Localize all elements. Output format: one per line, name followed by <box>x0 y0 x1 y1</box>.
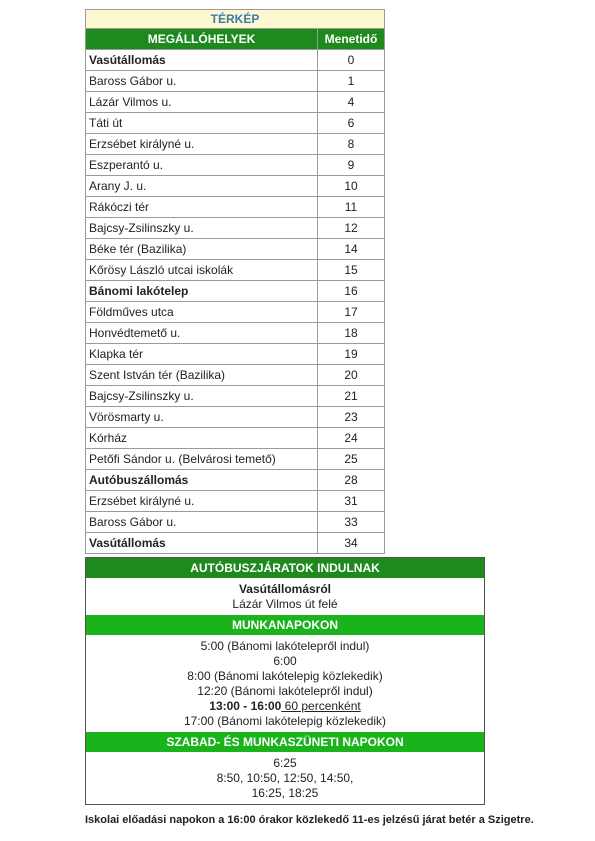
stop-name: Rákóczi tér <box>86 197 318 218</box>
stop-name: Erzsébet királyné u. <box>86 491 318 512</box>
travel-time: 4 <box>318 92 385 113</box>
table-row <box>86 239 385 260</box>
stop-name: Bánomi lakótelep <box>86 281 318 302</box>
departures-title: AUTÓBUSZJÁRATOK INDULNAK <box>86 558 484 579</box>
table-row <box>86 407 385 428</box>
stop-name: Klapka tér <box>86 344 318 365</box>
travel-time: 33 <box>318 512 385 533</box>
stop-name: Vasútállomás <box>86 50 318 71</box>
table-row <box>86 491 385 512</box>
table-row <box>86 155 385 176</box>
table-row <box>86 71 385 92</box>
weekday-times <box>86 636 484 732</box>
travel-time: 8 <box>318 134 385 155</box>
stop-name: Erzsébet királyné u. <box>86 134 318 155</box>
departures-box <box>85 557 485 805</box>
travel-time: 1 <box>318 71 385 92</box>
stop-name: Bajcsy-Zsilinszky u. <box>86 218 318 239</box>
stop-name: Eszperantó u. <box>86 155 318 176</box>
weekday-time: 17:00 (Bánomi lakótelepig közlekedik) <box>183 714 387 728</box>
travel-time: 16 <box>318 281 385 302</box>
stop-name: Baross Gábor u. <box>86 71 318 92</box>
travel-time: 6 <box>318 113 385 134</box>
stop-name: Bajcsy-Zsilinszky u. <box>86 386 318 407</box>
travel-time: 9 <box>318 155 385 176</box>
table-row <box>86 134 385 155</box>
table-row <box>86 218 385 239</box>
stops-table <box>85 9 385 554</box>
table-row <box>86 323 385 344</box>
map-link[interactable]: TÉRKÉP <box>86 10 385 29</box>
stop-name: Kórház <box>86 428 318 449</box>
header-traveltime: Menetidő <box>318 29 385 50</box>
stop-name: Petőfi Sándor u. (Belvárosi temető) <box>86 449 318 470</box>
travel-time: 31 <box>318 491 385 512</box>
travel-time: 19 <box>318 344 385 365</box>
travel-time: 18 <box>318 323 385 344</box>
weekday-interval <box>86 699 484 714</box>
table-row <box>86 428 385 449</box>
table-row <box>86 260 385 281</box>
school-day-note: Iskolai előadási napokon a 16:00 órakor közlekedő 11-es jelzésű járat betér a Szigetre. <box>85 814 534 826</box>
origin-station: Vasútállomásról <box>238 582 332 596</box>
table-row <box>86 386 385 407</box>
weekend-time: 6:25 <box>273 756 297 770</box>
weekday-time: 12:20 (Bánomi lakótelepről indul) <box>197 684 373 698</box>
stop-name: Szent István tér (Bazilika) <box>86 365 318 386</box>
travel-time: 10 <box>318 176 385 197</box>
weekend-times <box>86 753 484 804</box>
interval-frequency[interactable]: 60 percenként <box>281 699 361 713</box>
travel-time: 14 <box>318 239 385 260</box>
table-row <box>86 512 385 533</box>
origin-direction: Lázár Vilmos út felé <box>232 597 338 611</box>
stop-name: Kőrösy László utcai iskolák <box>86 260 318 281</box>
table-row <box>86 50 385 71</box>
stop-name: Táti út <box>86 113 318 134</box>
table-row <box>86 92 385 113</box>
stop-name: Lázár Vilmos u. <box>86 92 318 113</box>
table-row <box>86 113 385 134</box>
travel-time: 17 <box>318 302 385 323</box>
departure-origin <box>86 579 484 615</box>
travel-time: 11 <box>318 197 385 218</box>
table-row <box>86 281 385 302</box>
travel-time: 34 <box>318 533 385 554</box>
travel-time: 21 <box>318 386 385 407</box>
table-row <box>86 344 385 365</box>
table-row <box>86 365 385 386</box>
stop-name: Vasútállomás <box>86 533 318 554</box>
stop-name: Honvédtemető u. <box>86 323 318 344</box>
travel-time: 20 <box>318 365 385 386</box>
stop-name: Baross Gábor u. <box>86 512 318 533</box>
travel-time: 23 <box>318 407 385 428</box>
table-row <box>86 176 385 197</box>
table-header <box>86 29 385 50</box>
weekday-time: 5:00 (Bánomi lakótelepről indul) <box>200 639 370 653</box>
table-row <box>86 449 385 470</box>
travel-time: 12 <box>318 218 385 239</box>
travel-time: 0 <box>318 50 385 71</box>
stop-name: Autóbuszállomás <box>86 470 318 491</box>
travel-time: 24 <box>318 428 385 449</box>
table-row <box>86 533 385 554</box>
weekend-time: 16:25, 18:25 <box>251 786 319 800</box>
stop-name: Földműves utca <box>86 302 318 323</box>
timetable-page <box>85 9 485 805</box>
table-row <box>86 470 385 491</box>
weekend-title: SZABAD- ÉS MUNKASZÜNETI NAPOKON <box>86 732 484 753</box>
weekday-time: 8:00 (Bánomi lakótelepig közlekedik) <box>187 669 383 683</box>
interval-range: 13:00 - 16:00 <box>209 699 282 713</box>
weekday-time: 6:00 <box>273 654 297 668</box>
weekend-time: 8:50, 10:50, 12:50, 14:50, <box>216 771 354 785</box>
stop-name: Béke tér (Bazilika) <box>86 239 318 260</box>
travel-time: 28 <box>318 470 385 491</box>
travel-time: 15 <box>318 260 385 281</box>
stop-name: Arany J. u. <box>86 176 318 197</box>
stop-name: Vörösmarty u. <box>86 407 318 428</box>
weekday-title: MUNKANAPOKON <box>86 615 484 636</box>
travel-time: 25 <box>318 449 385 470</box>
table-row <box>86 197 385 218</box>
header-stops: MEGÁLLÓHELYEK <box>86 29 318 50</box>
table-row <box>86 302 385 323</box>
